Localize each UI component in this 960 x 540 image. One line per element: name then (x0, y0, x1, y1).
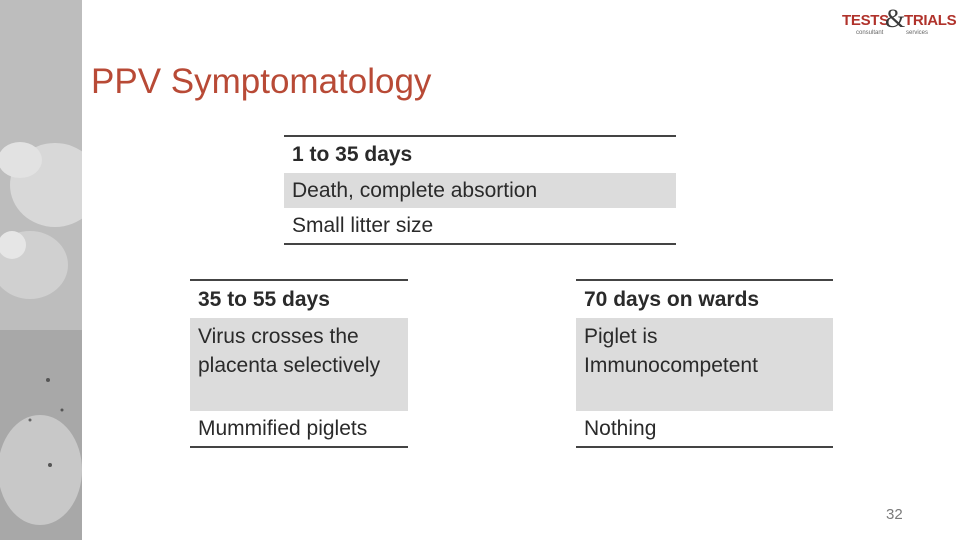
card-row: Piglet is Immunocompetent (576, 318, 833, 411)
card-70-days-onwards (576, 279, 833, 448)
card-header: 35 to 55 days (190, 281, 408, 318)
card-row: Virus crosses the placenta selectively (190, 318, 408, 411)
logo-word-trials: TRIALS (904, 12, 957, 29)
card-header: 1 to 35 days (284, 137, 676, 173)
logo-subtitle-right: services (906, 30, 929, 36)
background-photo-pigs (0, 0, 82, 540)
logo-subtitle-left: consultant (856, 30, 884, 36)
card-row: Nothing (584, 417, 657, 440)
card-header: 70 days on wards (576, 281, 833, 318)
card-1-to-35-days (284, 135, 676, 245)
logo-word-tests: TESTS (842, 12, 889, 29)
tests-and-trials-logo (842, 4, 957, 42)
page-number: 32 (886, 506, 903, 523)
card-35-to-55-days (190, 279, 408, 448)
card-row: Mummified piglets (198, 417, 368, 440)
slide-title: PPV Symptomatology (91, 62, 432, 101)
card-row: Small litter size (292, 214, 434, 237)
logo-ampersand: & (885, 4, 906, 33)
card-row: Death, complete absortion (284, 173, 676, 208)
